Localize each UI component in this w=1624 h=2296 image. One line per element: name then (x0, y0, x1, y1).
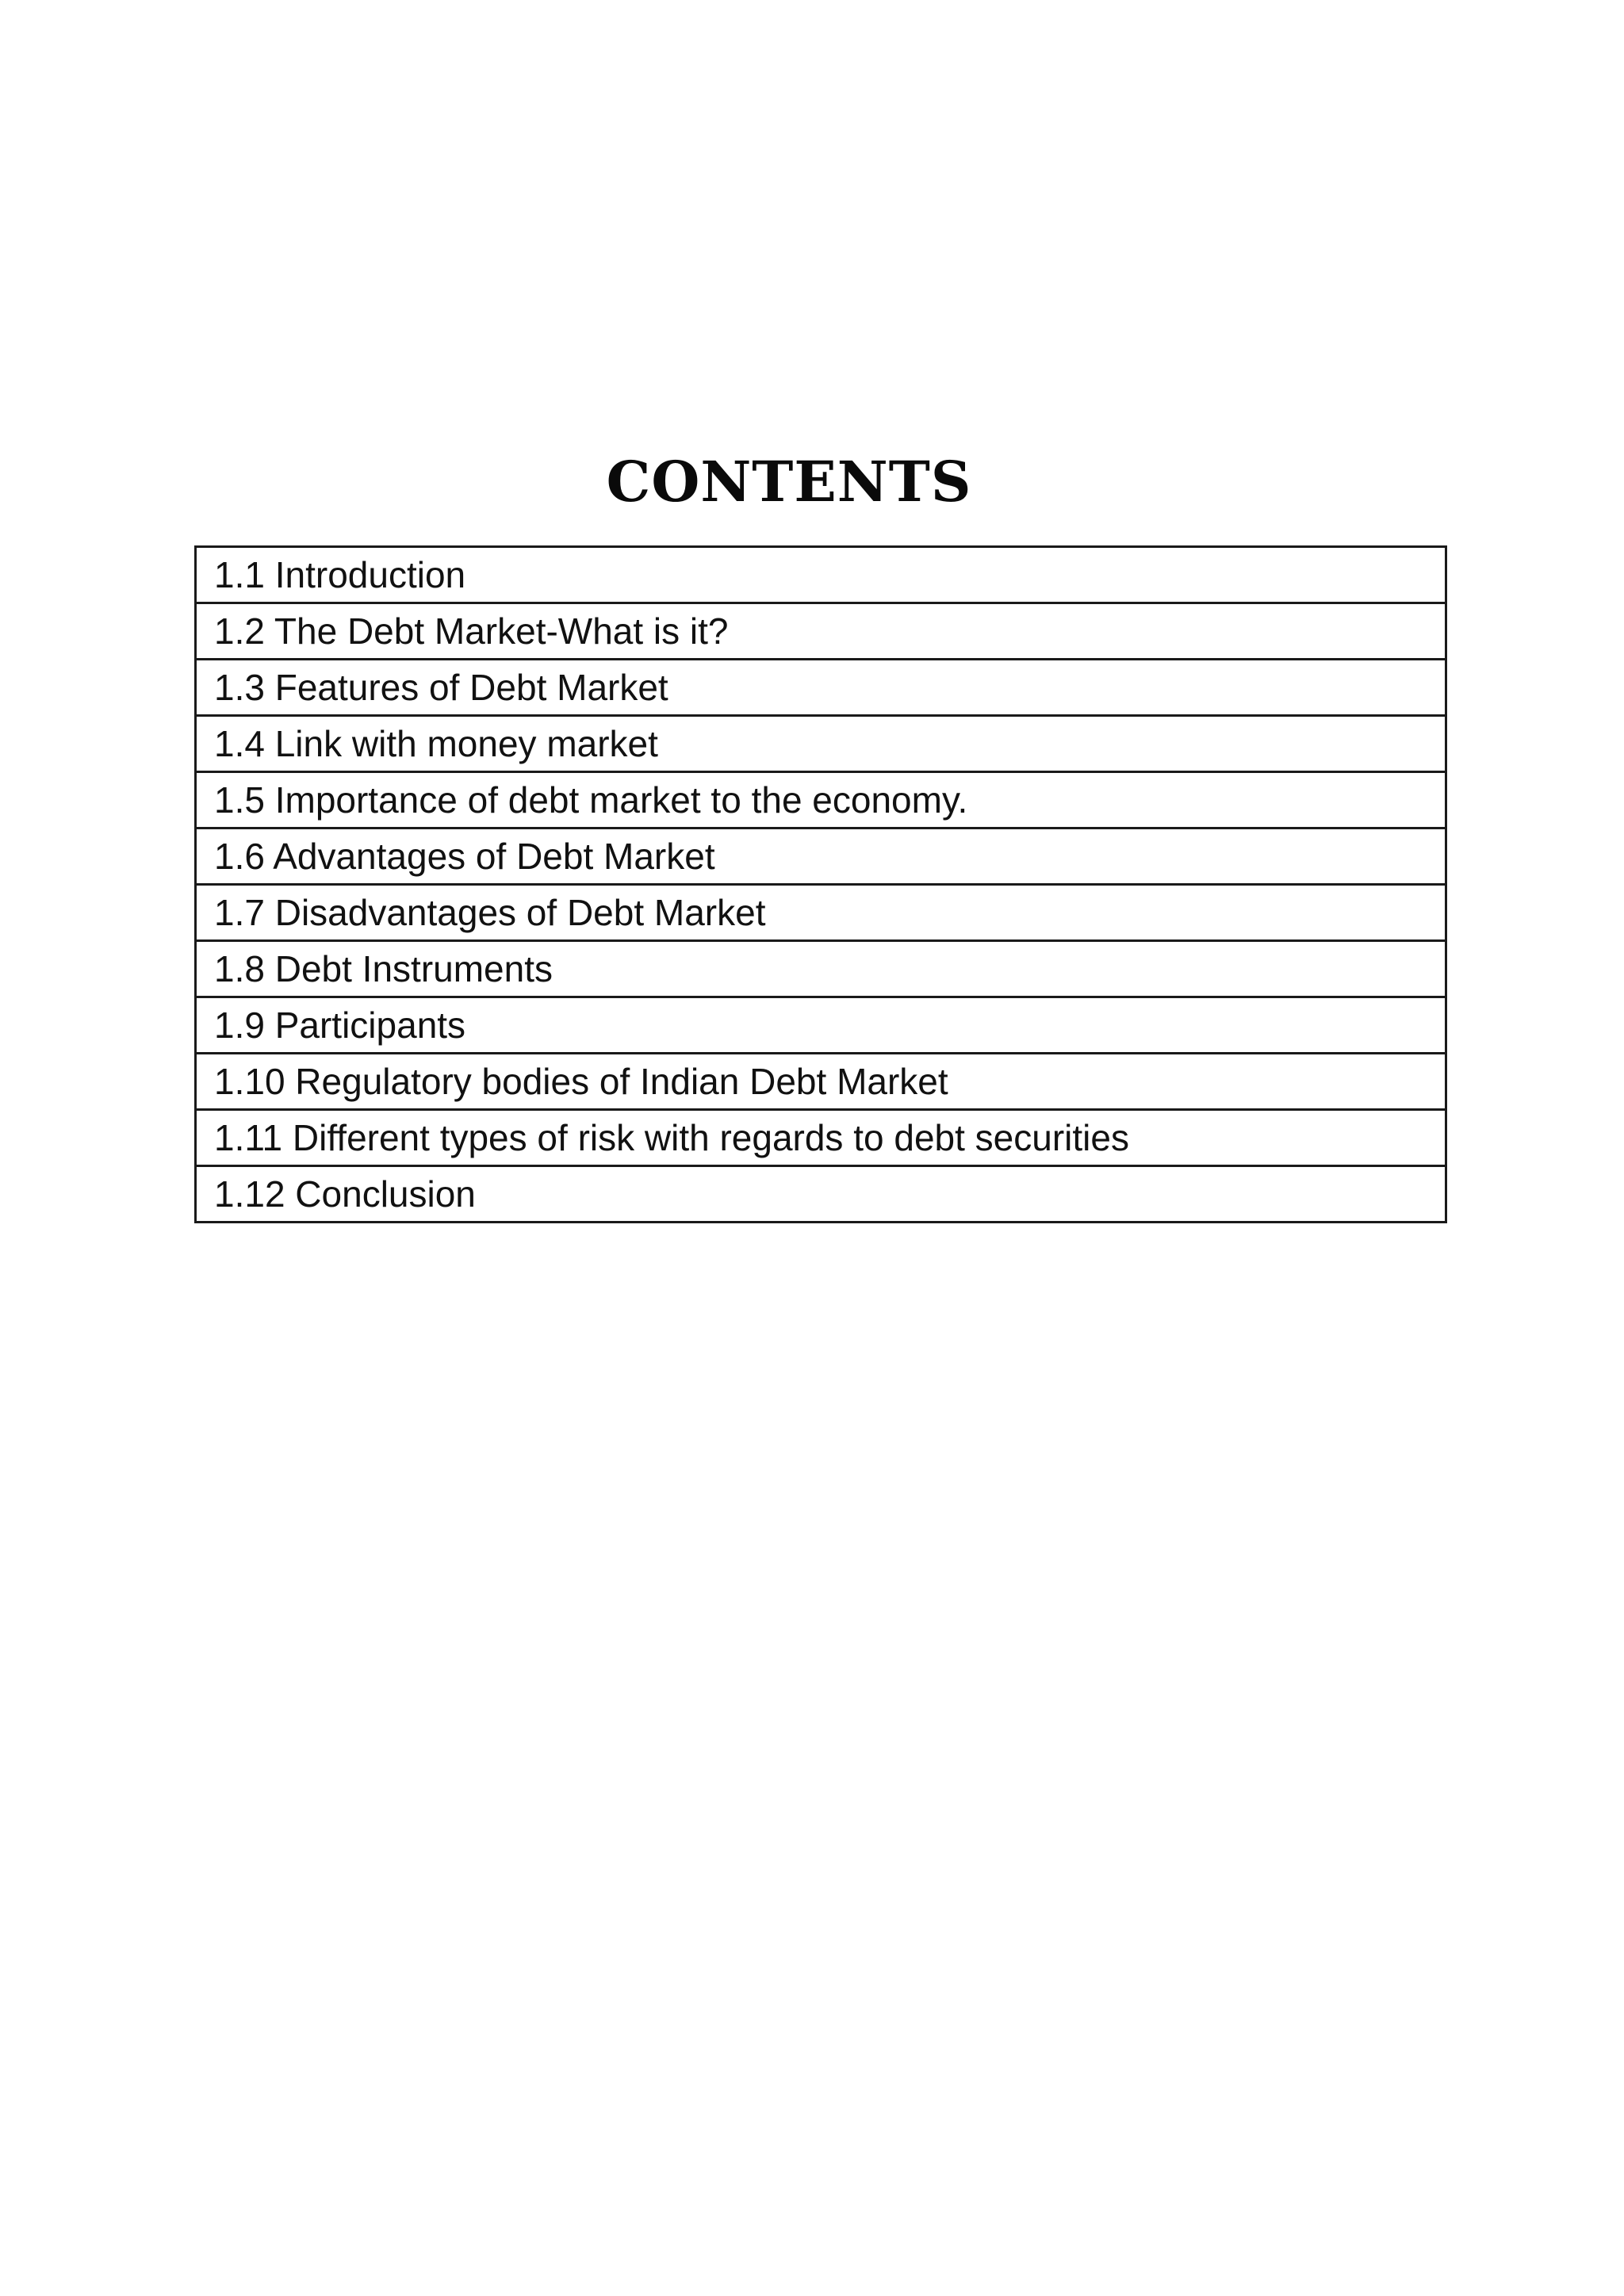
toc-entry: 1.8 Debt Instruments (196, 941, 1446, 997)
toc-entry: 1.9 Participants (196, 997, 1446, 1054)
toc-entry: 1.7 Disadvantages of Debt Market (196, 885, 1446, 941)
table-row (196, 828, 1446, 885)
table-row (196, 941, 1446, 997)
table-row (196, 547, 1446, 603)
contents-table (194, 545, 1447, 1223)
table-row (196, 772, 1446, 828)
toc-entry: 1.11 Different types of risk with regards to debt securities (196, 1110, 1446, 1166)
toc-entry: 1.1 Introduction (196, 547, 1446, 603)
table-row (196, 1110, 1446, 1166)
toc-entry: 1.4 Link with money market (196, 716, 1446, 772)
toc-entry: 1.6 Advantages of Debt Market (196, 828, 1446, 885)
table-row (196, 1166, 1446, 1223)
table-row (196, 885, 1446, 941)
table-row (196, 716, 1446, 772)
page-title: CONTENTS (606, 449, 972, 515)
toc-entry: 1.12 Conclusion (196, 1166, 1446, 1223)
table-row (196, 997, 1446, 1054)
table-row (196, 660, 1446, 716)
table-row (196, 603, 1446, 660)
toc-entry: 1.3 Features of Debt Market (196, 660, 1446, 716)
toc-entry: 1.2 The Debt Market-What is it? (196, 603, 1446, 660)
toc-entry: 1.10 Regulatory bodies of Indian Debt Market (196, 1054, 1446, 1110)
table-row (196, 1054, 1446, 1110)
toc-entry: 1.5 Importance of debt market to the economy. (196, 772, 1446, 828)
